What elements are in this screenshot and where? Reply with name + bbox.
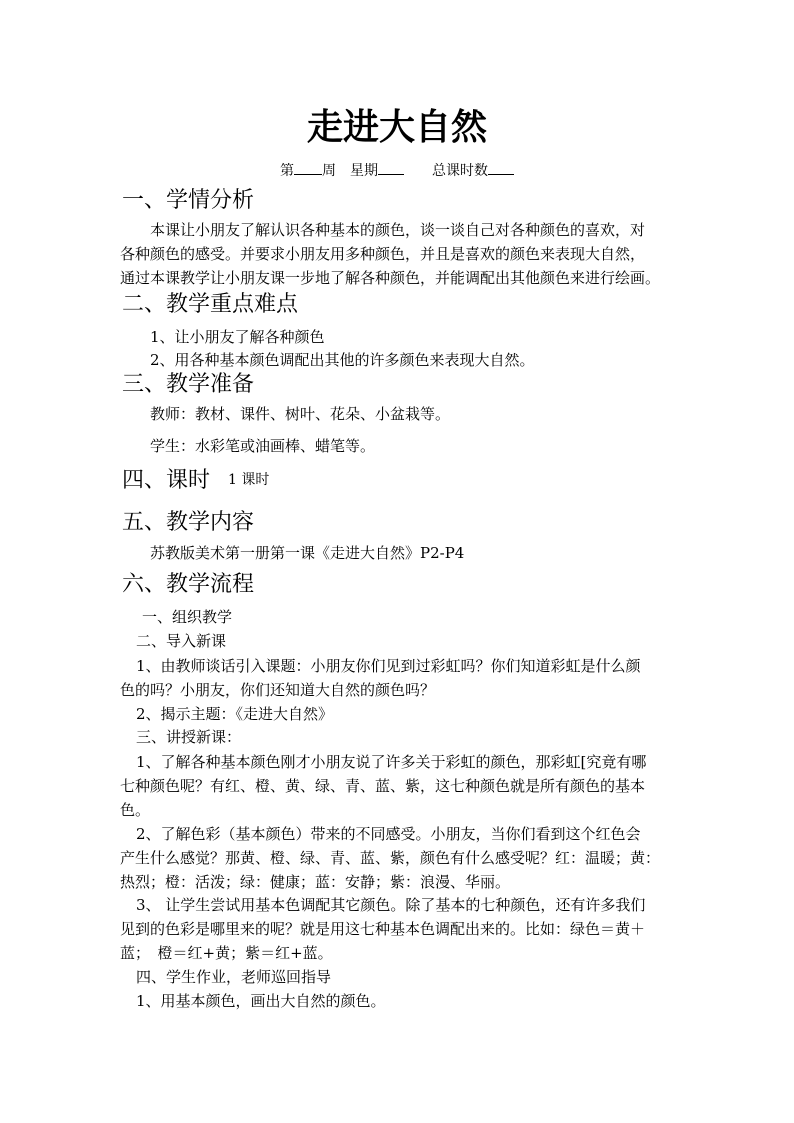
- page-title: 走进大自然: [306, 107, 487, 148]
- intro-line-2: 色的吗？小朋友，你们还知道大自然的颜色吗？: [120, 681, 436, 699]
- teach-3-line-3: 蓝； 橙＝红+黄；紫＝红+蓝。: [120, 944, 333, 962]
- teach-1-line-3: 色。: [120, 801, 151, 819]
- student-preparation: 学生：水彩笔或油画棒、蜡笔等。: [150, 437, 376, 455]
- section-heading-key-points: 二、教学重点难点: [122, 292, 299, 317]
- process-step-teach: 三、讲授新课：: [136, 728, 242, 746]
- teach-2-line-1: 2、了解色彩（基本颜色）带来的不同感受。小朋友，当你们看到这个红色会: [136, 825, 641, 843]
- section-heading-preparation: 三、教学准备: [122, 372, 255, 397]
- weekday-blank: [378, 160, 404, 175]
- analysis-paragraph: [120, 218, 686, 290]
- week-suffix: 周: [322, 163, 336, 179]
- teach-1-line-1: 1、了解各种基本颜色刚才小朋友说了许多关于彩虹的颜色，那彩虹[究竟有哪: [136, 753, 647, 771]
- teach-3-line-2: 见到的色彩是哪里来的呢？就是用这七种基本色调配出来的。比如：绿色＝黄＋: [120, 920, 646, 938]
- analysis-line-3: 通过本课教学让小朋友课一步地了解各种颜色，并能调配出其他颜色来进行绘画。: [120, 269, 661, 287]
- total-hours-label: 总课时数: [432, 163, 488, 179]
- teach-3-line-1: 3、 让学生尝试用基本色调配其它颜色。除了基本的七种颜色，还有许多我们: [136, 896, 646, 914]
- teach-paragraph-3: [120, 893, 686, 965]
- teach-1-line-2: 七种颜色呢？有红、橙、黄、绿、青、蓝、紫，这七种颜色就是所有颜色的基本: [120, 777, 646, 795]
- teach-2-line-3: 热烈；橙：活泼；绿：健康；蓝：安静；紫：浪漫、华丽。: [120, 873, 511, 891]
- lesson-info-line: [0, 160, 794, 181]
- week-blank: [294, 160, 322, 175]
- intro-line-1: 1、由教师谈话引入课题：小朋友你们见到过彩虹吗？你们知道彩虹是什么颜: [136, 657, 641, 675]
- key-point-1: 1、让小朋友了解各种颜色: [150, 328, 325, 346]
- process-step-homework: 四、学生作业，老师巡回指导: [136, 968, 332, 986]
- teach-2-line-2: 产生什么感觉？那黄、橙、绿、青、蓝、紫，颜色有什么感受呢？红：温暖；黄：: [120, 849, 661, 867]
- process-step-intro: 二、导入新课: [136, 632, 227, 650]
- section-heading-content: 五、教学内容: [122, 510, 255, 535]
- teach-paragraph-1: [120, 750, 686, 822]
- teach-paragraph-2: [120, 822, 686, 894]
- section-heading-analysis: 一、学情分析: [122, 188, 255, 213]
- section-heading-class-hours: [122, 465, 269, 496]
- lesson-content-text: 苏教版美术第一册第一课《走进大自然》P2-P4: [150, 544, 465, 562]
- process-step-organize: 一、组织教学: [142, 608, 233, 626]
- teacher-preparation: 教师：教材、课件、树叶、花朵、小盆栽等。: [150, 405, 451, 423]
- reveal-topic: 2、揭示主题：《走进大自然》: [136, 705, 334, 723]
- total-hours-blank: [488, 160, 514, 175]
- key-point-2: 2、用各种基本颜色调配出其他的许多颜色来表现大自然。: [150, 351, 535, 369]
- section-heading-process: 六、教学流程: [122, 572, 255, 597]
- weekday-label: 星期: [350, 163, 378, 179]
- analysis-line-2: 各种颜色的感受。并要求小朋友用多种颜色，并且是喜欢的颜色来表现大自然，: [120, 245, 646, 263]
- week-prefix: 第: [280, 163, 294, 179]
- intro-paragraph: [120, 654, 686, 702]
- analysis-line-1: 本课让小朋友了解认识各种基本的颜色，谈一谈自己对各种颜色的喜欢，对: [150, 221, 646, 239]
- class-hours-heading-text: 四、课时: [122, 468, 211, 493]
- homework-item-1: 1、用基本颜色，画出大自然的颜色。: [136, 992, 386, 1010]
- class-hours-value: 1 课时: [228, 472, 270, 488]
